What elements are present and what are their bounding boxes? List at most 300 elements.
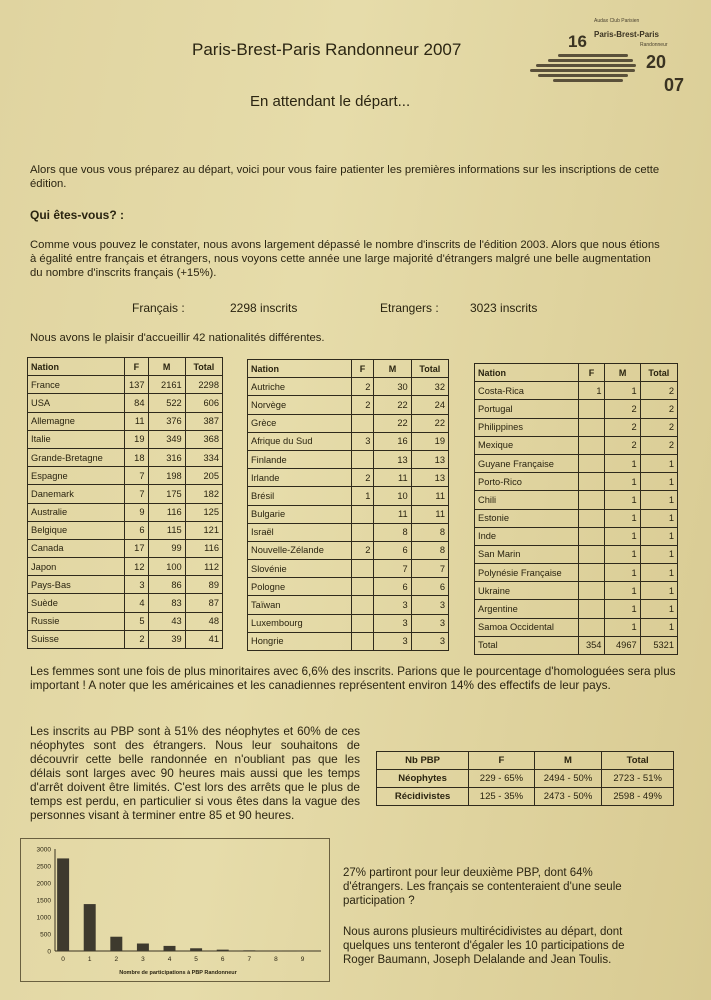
chart-x-tick-label: 5 bbox=[194, 956, 198, 963]
cell-nation: Nouvelle-Zélande bbox=[248, 541, 352, 559]
cell-total: 1 bbox=[640, 527, 677, 545]
cell-f: 7 bbox=[125, 467, 148, 485]
cell-nation: Costa-Rica bbox=[475, 382, 579, 400]
cell-m: 2 bbox=[605, 418, 640, 436]
cell-f bbox=[578, 582, 605, 600]
chart-y-tick-label: 2000 bbox=[36, 880, 51, 888]
cell-m: 10 bbox=[374, 487, 411, 505]
cell-m: 376 bbox=[148, 412, 185, 430]
chart-y-tick-label: 1000 bbox=[36, 914, 51, 922]
table-row bbox=[248, 505, 449, 523]
cell-total: 48 bbox=[185, 612, 222, 630]
cell-m: 1 bbox=[605, 618, 640, 636]
cell-f: 6 bbox=[125, 521, 148, 539]
table-row bbox=[248, 469, 449, 487]
table-row bbox=[28, 430, 223, 448]
cell-f: 7 bbox=[125, 485, 148, 503]
cell-nation: Mexique bbox=[475, 436, 579, 454]
chart-x-tick-label: 7 bbox=[247, 956, 252, 963]
table-row bbox=[28, 412, 223, 430]
cell-f bbox=[578, 509, 605, 527]
cell-total: 13 bbox=[411, 450, 448, 468]
nations-table-2 bbox=[247, 359, 449, 651]
cell-nation: Afrique du Sud bbox=[248, 432, 352, 450]
table-row bbox=[475, 418, 678, 436]
chart-x-tick-label: 6 bbox=[220, 956, 225, 963]
cell-total: 3 bbox=[411, 596, 448, 614]
cell-total: 1 bbox=[640, 473, 677, 491]
header-m: M bbox=[605, 364, 640, 382]
cell-nation: Autriche bbox=[248, 378, 352, 396]
etrangers-label: Etrangers : bbox=[380, 301, 439, 315]
logo-sub-text: Randonneur bbox=[640, 42, 668, 48]
cell-f bbox=[578, 473, 605, 491]
cell-f bbox=[578, 600, 605, 618]
cell-f: 2 bbox=[351, 396, 374, 414]
cell-f bbox=[351, 523, 374, 541]
cell-f bbox=[578, 491, 605, 509]
cell-total: 2 bbox=[640, 436, 677, 454]
cell-nation: Samoa Occidental bbox=[475, 618, 579, 636]
pbp-row-label: Néophytes bbox=[377, 770, 469, 788]
cell-m: 13 bbox=[374, 450, 411, 468]
cell-nation: Belgique bbox=[28, 521, 125, 539]
cell-f: 5 bbox=[125, 612, 148, 630]
cell-m: 198 bbox=[148, 467, 185, 485]
cell-total: 1 bbox=[640, 545, 677, 563]
pbp-cell: 2723 - 51% bbox=[602, 770, 674, 788]
logo-name-text: Paris-Brest-Paris bbox=[594, 30, 659, 39]
cell-m: 1 bbox=[605, 564, 640, 582]
cell-total: 1 bbox=[640, 509, 677, 527]
table-row bbox=[248, 378, 449, 396]
cell-m: 1 bbox=[605, 509, 640, 527]
cell-f: 137 bbox=[125, 376, 148, 394]
qui-etes-vous-paragraph: Comme vous pouvez le constater, nous avons largement dépassé le nombre d'inscrits de l'édition 2003. Alors que nous étions à égalité entre français et étrangers, nous voyons cette année une large majorité d'étrangers malgré une belle augmentation du nombre d'inscrits français (+15%). bbox=[30, 239, 660, 279]
cell-nation: Philippines bbox=[475, 418, 579, 436]
cell-nation: Argentine bbox=[475, 600, 579, 618]
cell-total: 1 bbox=[640, 582, 677, 600]
cell-f: 18 bbox=[125, 448, 148, 466]
cell-f bbox=[578, 400, 605, 418]
cell-f bbox=[578, 618, 605, 636]
neophytes-paragraph: Les inscrits au PBP sont à 51% des néophytes et 60% de ces néophytes sont des étrangers. Nous leur souhaitons de découvrir cette belle randonnée en n'oubliant pas que les délais sont larges avec 90 heures mais aussi que les temps d'arrêt doivent être limités. C'est lors des arrêts que le plus de temps est perdu, en particulier si vous êtes dans la vague des personnes visant à terminer entre 85 et 90 heures. bbox=[30, 724, 360, 822]
cell-m: 3 bbox=[374, 596, 411, 614]
cell-total: 41 bbox=[185, 630, 222, 648]
pbp-cell: 125 - 35% bbox=[469, 788, 535, 806]
table-row bbox=[475, 618, 678, 636]
table-row bbox=[28, 521, 223, 539]
cell-m: 1 bbox=[605, 600, 640, 618]
cell-total: 8 bbox=[411, 541, 448, 559]
cell-f bbox=[351, 414, 374, 432]
cell-f bbox=[578, 527, 605, 545]
cell-total: 11 bbox=[411, 505, 448, 523]
chart-x-tick-label: 3 bbox=[141, 956, 145, 963]
table-row bbox=[475, 436, 678, 454]
table-row bbox=[475, 636, 678, 654]
cell-f: 12 bbox=[125, 558, 148, 576]
cell-total: 1 bbox=[640, 600, 677, 618]
table-row bbox=[475, 509, 678, 527]
cell-total: 24 bbox=[411, 396, 448, 414]
logo-number-16: 16 bbox=[568, 32, 587, 51]
chart-x-tick-label: 9 bbox=[300, 956, 305, 963]
header-nation: Nation bbox=[475, 364, 579, 382]
table-row bbox=[248, 614, 449, 632]
cell-f: 1 bbox=[578, 382, 605, 400]
table-row bbox=[28, 630, 223, 648]
pbp-row bbox=[377, 788, 674, 806]
table-row bbox=[248, 414, 449, 432]
cell-m: 522 bbox=[148, 394, 185, 412]
cell-nation: Italie bbox=[28, 430, 125, 448]
cell-f: 1 bbox=[351, 487, 374, 505]
table-row bbox=[248, 578, 449, 596]
cell-total: 8 bbox=[411, 523, 448, 541]
chart-bar bbox=[137, 944, 149, 951]
cell-total: 1 bbox=[640, 618, 677, 636]
cell-nation: Japon bbox=[28, 558, 125, 576]
pbp-row-label: Récidivistes bbox=[377, 788, 469, 806]
cell-f: 9 bbox=[125, 503, 148, 521]
chart-bar bbox=[57, 858, 69, 951]
cell-nation: Portugal bbox=[475, 400, 579, 418]
chart-y-tick-label: 0 bbox=[47, 948, 51, 956]
cell-f: 19 bbox=[125, 430, 148, 448]
chart-bar bbox=[243, 950, 255, 951]
cell-nation: Pays-Bas bbox=[28, 576, 125, 594]
intro-paragraph: Alors que vous vous préparez au départ, voici pour vous faire patienter les premières informations sur les inscriptions de cette édition. bbox=[30, 164, 660, 190]
cell-nation: Guyane Française bbox=[475, 454, 579, 472]
cell-total: 182 bbox=[185, 485, 222, 503]
deuxieme-pbp-paragraph: 27% partiront pour leur deuxième PBP, dont 64% d'étrangers. Les français se contenteraient d'une seule participation ? bbox=[343, 867, 622, 907]
cell-f bbox=[578, 454, 605, 472]
cell-nation: Russie bbox=[28, 612, 125, 630]
cell-total: 87 bbox=[185, 594, 222, 612]
pbp-header-cell: F bbox=[469, 752, 535, 770]
table-row bbox=[28, 394, 223, 412]
cell-f: 4 bbox=[125, 594, 148, 612]
cell-m: 11 bbox=[374, 469, 411, 487]
cell-nation: Suisse bbox=[28, 630, 125, 648]
cell-total: 1 bbox=[640, 491, 677, 509]
cell-nation: Ukraine bbox=[475, 582, 579, 600]
cell-m: 6 bbox=[374, 541, 411, 559]
cell-m: 99 bbox=[148, 539, 185, 557]
table-row bbox=[248, 450, 449, 468]
cell-nation: Total bbox=[475, 636, 579, 654]
header-f: F bbox=[351, 360, 374, 378]
nations-table-1 bbox=[27, 357, 223, 649]
cell-f bbox=[351, 505, 374, 523]
cell-total: 368 bbox=[185, 430, 222, 448]
cell-f: 2 bbox=[351, 469, 374, 487]
cell-nation: Estonie bbox=[475, 509, 579, 527]
table-row bbox=[475, 545, 678, 563]
participations-chart-svg bbox=[21, 839, 329, 981]
header-f: F bbox=[578, 364, 605, 382]
cell-nation: Inde bbox=[475, 527, 579, 545]
cell-m: 43 bbox=[148, 612, 185, 630]
header-total: Total bbox=[185, 358, 222, 376]
chart-x-tick-label: 2 bbox=[114, 956, 119, 963]
cell-nation: Grande-Bretagne bbox=[28, 448, 125, 466]
header-total: Total bbox=[411, 360, 448, 378]
cell-f: 3 bbox=[125, 576, 148, 594]
pbp-cell: 2473 - 50% bbox=[534, 788, 602, 806]
chart-bar bbox=[270, 951, 282, 952]
cell-total: 32 bbox=[411, 378, 448, 396]
cell-m: 6 bbox=[374, 578, 411, 596]
cell-m: 22 bbox=[374, 414, 411, 432]
cell-m: 1 bbox=[605, 454, 640, 472]
cell-total: 13 bbox=[411, 469, 448, 487]
table-row bbox=[475, 473, 678, 491]
cell-nation: Israël bbox=[248, 523, 352, 541]
cell-nation: Porto-Rico bbox=[475, 473, 579, 491]
cell-f bbox=[578, 418, 605, 436]
table-header-row bbox=[28, 358, 223, 376]
cell-total: 112 bbox=[185, 558, 222, 576]
chart-x-tick-label: 8 bbox=[274, 956, 278, 963]
cell-m: 115 bbox=[148, 521, 185, 539]
cell-m: 86 bbox=[148, 576, 185, 594]
logo-club-text: Audax Club Parisien bbox=[594, 18, 640, 24]
chart-x-tick-label: 1 bbox=[87, 956, 92, 963]
table-header-row bbox=[248, 360, 449, 378]
cell-total: 89 bbox=[185, 576, 222, 594]
cell-f bbox=[578, 564, 605, 582]
table-row bbox=[475, 454, 678, 472]
cell-f bbox=[351, 560, 374, 578]
cell-m: 83 bbox=[148, 594, 185, 612]
cell-nation: Bulgarie bbox=[248, 505, 352, 523]
table-row bbox=[475, 382, 678, 400]
cell-f: 84 bbox=[125, 394, 148, 412]
pbp-header-cell: Nb PBP bbox=[377, 752, 469, 770]
cell-nation: France bbox=[28, 376, 125, 394]
cell-f: 2 bbox=[125, 630, 148, 648]
cell-nation: Chili bbox=[475, 491, 579, 509]
cell-m: 116 bbox=[148, 503, 185, 521]
cell-m: 1 bbox=[605, 382, 640, 400]
cell-f: 17 bbox=[125, 539, 148, 557]
pbp-logo bbox=[528, 12, 698, 102]
cell-m: 1 bbox=[605, 473, 640, 491]
cell-nation: Finlande bbox=[248, 450, 352, 468]
cell-nation: Espagne bbox=[28, 467, 125, 485]
cell-nation: Slovénie bbox=[248, 560, 352, 578]
pbp-cell: 229 - 65% bbox=[469, 770, 535, 788]
pbp-cell: 2598 - 49% bbox=[602, 788, 674, 806]
cell-m: 1 bbox=[605, 527, 640, 545]
table-row bbox=[475, 400, 678, 418]
chart-bar bbox=[190, 948, 202, 951]
nations-table-3 bbox=[474, 363, 678, 655]
table-row bbox=[475, 582, 678, 600]
header-f: F bbox=[125, 358, 148, 376]
cell-total: 116 bbox=[185, 539, 222, 557]
cell-nation: USA bbox=[28, 394, 125, 412]
cell-nation: San Marin bbox=[475, 545, 579, 563]
participations-chart bbox=[20, 838, 330, 982]
cell-total: 11 bbox=[411, 487, 448, 505]
cell-total: 3 bbox=[411, 632, 448, 650]
chart-y-tick-label: 2500 bbox=[36, 863, 51, 871]
logo-stripes bbox=[528, 54, 638, 94]
cell-nation: Taïwan bbox=[248, 596, 352, 614]
cell-total: 387 bbox=[185, 412, 222, 430]
cell-m: 22 bbox=[374, 396, 411, 414]
cell-nation: Luxembourg bbox=[248, 614, 352, 632]
cell-total: 1 bbox=[640, 454, 677, 472]
table-row bbox=[475, 564, 678, 582]
cell-total: 2 bbox=[640, 418, 677, 436]
table-row bbox=[28, 594, 223, 612]
cell-f bbox=[578, 436, 605, 454]
cell-total: 6 bbox=[411, 578, 448, 596]
chart-bar bbox=[110, 937, 122, 951]
chart-bar bbox=[217, 950, 229, 951]
cell-m: 3 bbox=[374, 614, 411, 632]
multirecidivistes-paragraph: Nous aurons plusieurs multirécidivistes au départ, dont quelques uns tenteront d'égaler les 10 participations de Roger Baumann, Joseph Delalande and Jean Toulis. bbox=[343, 926, 625, 966]
cell-m: 4967 bbox=[605, 636, 640, 654]
header-total: Total bbox=[640, 364, 677, 382]
cell-m: 2 bbox=[605, 400, 640, 418]
cell-m: 3 bbox=[374, 632, 411, 650]
cell-total: 2 bbox=[640, 382, 677, 400]
cell-f bbox=[351, 596, 374, 614]
femmes-paragraph: Les femmes sont une fois de plus minoritaires avec 6,6% des inscrits. Parions que le pourcentage d'homologuées sera plus important ! A noter que les américaines et les canadiennes représentent environ 14% des effectifs de leur pays. bbox=[30, 664, 676, 692]
table-row bbox=[248, 560, 449, 578]
table-header-row bbox=[475, 364, 678, 382]
pbp-cell: 2494 - 50% bbox=[534, 770, 602, 788]
nationalities-paragraph: Nous avons le plaisir d'accueillir 42 nationalités différentes. bbox=[30, 332, 325, 344]
pbp-participation-table bbox=[376, 751, 674, 806]
cell-m: 1 bbox=[605, 491, 640, 509]
table-row bbox=[28, 485, 223, 503]
cell-total: 7 bbox=[411, 560, 448, 578]
cell-m: 1 bbox=[605, 545, 640, 563]
chart-x-axis-label: Nombre de participations à PBP Randonneur bbox=[119, 970, 237, 976]
table-row bbox=[28, 576, 223, 594]
header-nation: Nation bbox=[28, 358, 125, 376]
table-row bbox=[248, 523, 449, 541]
table-row bbox=[28, 376, 223, 394]
logo-number-07: 07 bbox=[664, 75, 685, 95]
francais-value: 2298 inscrits bbox=[230, 301, 298, 315]
cell-nation: Grèce bbox=[248, 414, 352, 432]
cell-total: 2298 bbox=[185, 376, 222, 394]
cell-f: 354 bbox=[578, 636, 605, 654]
pbp-header-cell: M bbox=[534, 752, 602, 770]
cell-total: 22 bbox=[411, 414, 448, 432]
cell-f: 3 bbox=[351, 432, 374, 450]
cell-total: 19 bbox=[411, 432, 448, 450]
cell-f bbox=[351, 578, 374, 596]
table-row bbox=[28, 503, 223, 521]
cell-m: 11 bbox=[374, 505, 411, 523]
cell-m: 1 bbox=[605, 582, 640, 600]
pbp-header-cell: Total bbox=[602, 752, 674, 770]
chart-x-tick-label: 4 bbox=[167, 956, 172, 963]
cell-total: 205 bbox=[185, 467, 222, 485]
table-row bbox=[248, 396, 449, 414]
cell-m: 2161 bbox=[148, 376, 185, 394]
cell-total: 121 bbox=[185, 521, 222, 539]
cell-m: 349 bbox=[148, 430, 185, 448]
cell-f: 11 bbox=[125, 412, 148, 430]
chart-bar bbox=[84, 904, 96, 951]
chart-bar bbox=[297, 951, 309, 952]
cell-nation: Australie bbox=[28, 503, 125, 521]
cell-m: 39 bbox=[148, 630, 185, 648]
table-row bbox=[248, 541, 449, 559]
cell-nation: Hongrie bbox=[248, 632, 352, 650]
cell-m: 175 bbox=[148, 485, 185, 503]
chart-y-tick-label: 1500 bbox=[36, 897, 51, 905]
qui-etes-vous-heading: Qui êtes-vous? : bbox=[30, 208, 125, 222]
document-subtitle: En attendant le départ... bbox=[250, 93, 411, 110]
table-row bbox=[28, 467, 223, 485]
chart-y-tick-label: 3000 bbox=[36, 846, 51, 854]
table-row bbox=[248, 632, 449, 650]
cell-nation: Allemagne bbox=[28, 412, 125, 430]
table-row bbox=[475, 491, 678, 509]
table-row bbox=[28, 539, 223, 557]
cell-m: 2 bbox=[605, 436, 640, 454]
cell-nation: Pologne bbox=[248, 578, 352, 596]
cell-m: 16 bbox=[374, 432, 411, 450]
table-row bbox=[475, 527, 678, 545]
cell-f bbox=[351, 614, 374, 632]
cell-total: 3 bbox=[411, 614, 448, 632]
cell-nation: Brésil bbox=[248, 487, 352, 505]
cell-total: 606 bbox=[185, 394, 222, 412]
cell-m: 7 bbox=[374, 560, 411, 578]
logo-number-20: 20 bbox=[646, 52, 667, 72]
table-row bbox=[248, 487, 449, 505]
cell-nation: Irlande bbox=[248, 469, 352, 487]
table-row bbox=[28, 612, 223, 630]
chart-y-tick-label: 500 bbox=[40, 931, 51, 939]
table-row bbox=[248, 596, 449, 614]
cell-nation: Polynésie Française bbox=[475, 564, 579, 582]
cell-total: 2 bbox=[640, 400, 677, 418]
cell-m: 30 bbox=[374, 378, 411, 396]
pbp-row bbox=[377, 770, 674, 788]
cell-m: 100 bbox=[148, 558, 185, 576]
table-row bbox=[28, 448, 223, 466]
header-m: M bbox=[148, 358, 185, 376]
cell-f bbox=[351, 450, 374, 468]
pbp-header-row bbox=[377, 752, 674, 770]
chart-bar bbox=[164, 946, 176, 951]
table-row bbox=[28, 558, 223, 576]
cell-nation: Suède bbox=[28, 594, 125, 612]
cell-m: 316 bbox=[148, 448, 185, 466]
document-title: Paris-Brest-Paris Randonneur 2007 bbox=[192, 40, 462, 59]
cell-f bbox=[578, 545, 605, 563]
header-m: M bbox=[374, 360, 411, 378]
cell-total: 125 bbox=[185, 503, 222, 521]
header-nation: Nation bbox=[248, 360, 352, 378]
cell-nation: Norvège bbox=[248, 396, 352, 414]
cell-total: 5321 bbox=[640, 636, 677, 654]
cell-total: 334 bbox=[185, 448, 222, 466]
etrangers-value: 3023 inscrits bbox=[470, 301, 538, 315]
